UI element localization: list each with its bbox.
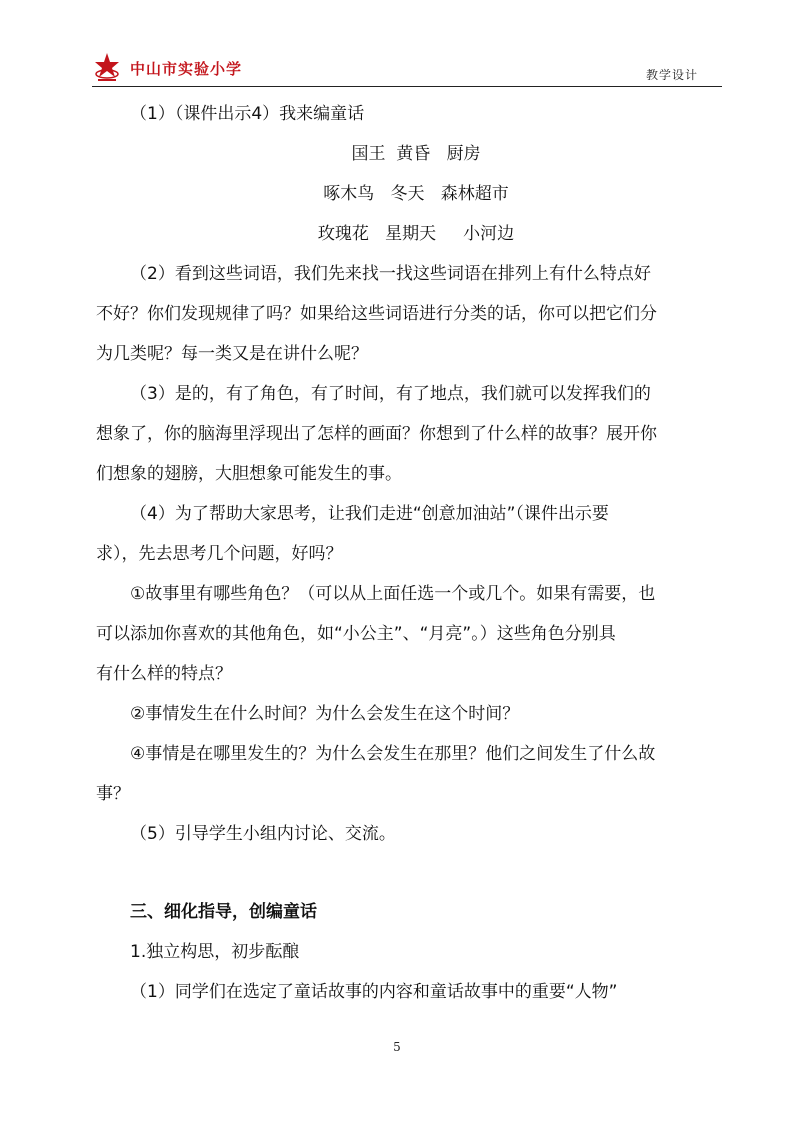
paragraph-4-line-2: 求），先去思考几个问题，好吗？ [96,544,343,564]
document-body [96,94,722,1012]
word-list-line-1: 国王 黄昏 厨房 [351,144,481,164]
question-1-line-1: ①故事里有哪些角色？（可以从上面任选一个或几个。如果有需要，也 [130,584,656,604]
section-gap [96,854,722,892]
paragraph-5: （5）引导学生小组内讨论、交流。 [130,824,396,844]
subsection-1-title: 1.独立构思，初步酝酿 [130,942,300,962]
question-1-line-2: 可以添加你喜欢的其他角色，如“小公主”、“月亮”。）这些角色分别具 [96,624,616,644]
question-4-line-2: 事？ [96,784,130,804]
page-number: 5 [393,1040,401,1054]
paragraph-3-line-2: 想象了，你的脑海里浮现出了怎样的画面？你想到了什么样的故事？展开你 [96,424,657,444]
subsection-1-paragraph-1: （1）同学们在选定了童话故事的内容和童话故事中的重要“人物” [130,982,618,1002]
word-list-line-3: 玫瑰花 星期天 小河边 [317,224,515,244]
paragraph-4-line-1: （4）为了帮助大家思考，让我们走进“创意加油站”（课件出示要 [130,504,609,524]
paragraph-2-line-1: （2）看到这些词语，我们先来找一找这些词语在排列上有什么特点好 [130,264,651,284]
paragraph-3-line-3: 们想象的翅膀，大胆想象可能发生的事。 [96,464,402,484]
question-1-line-3: 有什么样的特点？ [96,664,232,684]
section-3-title: 三、细化指导，创编童话 [130,902,317,922]
question-2: ②事情发生在什么时间？为什么会发生在这个时间？ [130,704,520,724]
page-header [92,50,722,86]
paragraph-1: （1）（课件出示4）我来编童话 [130,104,365,124]
red-star-logo-icon [94,52,120,82]
header-divider [92,86,722,87]
paragraph-3-line-1: （3）是的，有了角色，有了时间，有了地点，我们就可以发挥我们的 [130,384,651,404]
paragraph-2-line-2: 不好？你们发现规律了吗？如果给这些词语进行分类的话，你可以把它们分 [96,304,657,324]
document-type: 教学设计 [645,68,698,82]
question-4-line-1: ④事情是在哪里发生的？为什么会发生在那里？他们之间发生了什么故 [130,744,656,764]
paragraph-2-line-3: 为几类呢？每一类又是在讲什么呢？ [96,344,368,364]
word-list-line-2: 啄木鸟 冬天 森林超市 [323,184,509,204]
school-name: 中山市实验小学 [130,60,243,78]
